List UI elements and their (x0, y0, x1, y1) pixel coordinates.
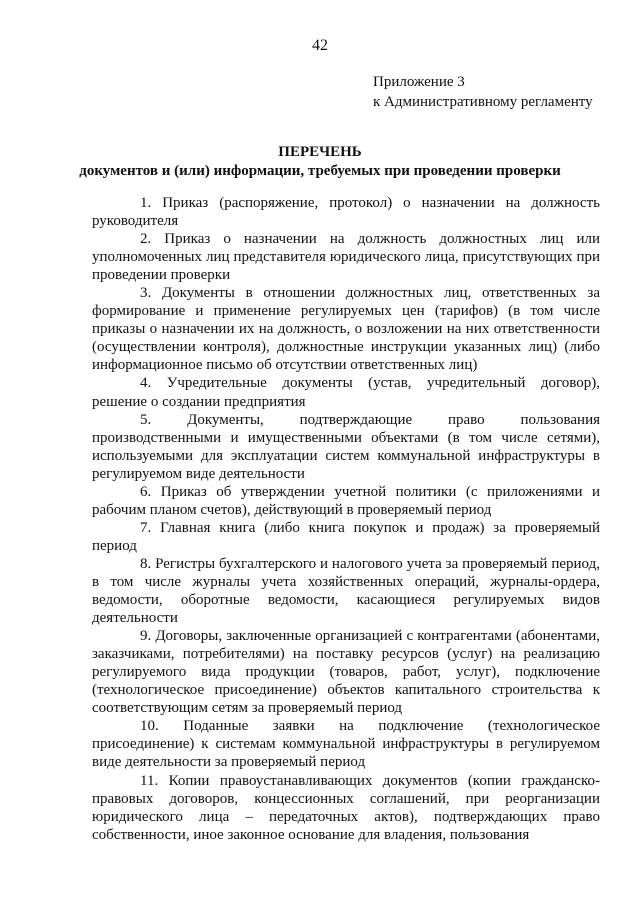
document-list (92, 194, 600, 844)
page-number: 42 (312, 37, 328, 54)
list-item: 5. Документы, подтверждающие право пользования производственными и имущественными объектами (в том числе сетями), используемыми для эксплуатации систем коммунальной инфраструктуры в регулируемом виде деятельности (92, 411, 600, 482)
list-item: 11. Копии правоустанавливающих документов (копии гражданско-правовых договоров, концессионных соглашений, при реорганизации юридического лица – передаточных актов), подтверждающих право собственности, иное законное основание для владения, пользования (92, 772, 600, 843)
list-item: 2. Приказ о назначении на должность должностных лиц или уполномоченных лиц представителя юридического лица, присутствующих при проведении проверки (92, 231, 600, 284)
appendix-line-2: к Административному регламенту (373, 94, 593, 110)
title-line-1: ПЕРЕЧЕНЬ (278, 144, 362, 160)
list-item: 4. Учредительные документы (устав, учредительный договор), решение о создании предприятия (92, 375, 600, 410)
document-title (0, 143, 640, 181)
list-item: 7. Главная книга (либо книга покупок и продаж) за проверяемый период (92, 519, 600, 554)
appendix-line-1: Приложение 3 (373, 74, 465, 90)
list-item: 1. Приказ (распоряжение, протокол) о назначении на должность руководителя (92, 195, 600, 230)
list-item: 10. Поданные заявки на подключение (технологическое присоединение) к системам коммунальной инфраструктуры в регулируемом виде деятельности за проверяемый период (92, 718, 600, 771)
list-item: 8. Регистры бухгалтерского и налогового учета за проверяемый период, в том числе журналы учета хозяйственных операций, журналы-ордера, ведомости, оборотные ведомости, касающиеся регулируемых видов деятельности (92, 555, 600, 627)
list-item: 9. Договоры, заключенные организацией с контрагентами (абонентами, заказчиками, потребителями) на поставку ресурсов (услуг) на реализацию регулируемого вида продукции (товаров, работ, услуг), подключение (технологическое присоединение) объектов капитального строительства к соответствующим сетям за проверяемый период (92, 628, 600, 717)
title-line-2: документов и (или) информации, требуемых при проведении проверки (79, 163, 561, 179)
list-item: 6. Приказ об утверждении учетной политики (с приложениями и рабочим планом счетов), действующий в проверяемый период (92, 483, 600, 518)
appendix-header (373, 72, 593, 112)
list-item: 3. Документы в отношении должностных лиц, ответственных за формирование и применение регулируемых цен (тарифов) (в том числе приказы о назначении их на должность, о возложении на них ответственности (осуществлении контроля), должностные инструкции указанных лиц) (либо информационное письмо об отсутствии ответственных лиц) (92, 285, 600, 374)
